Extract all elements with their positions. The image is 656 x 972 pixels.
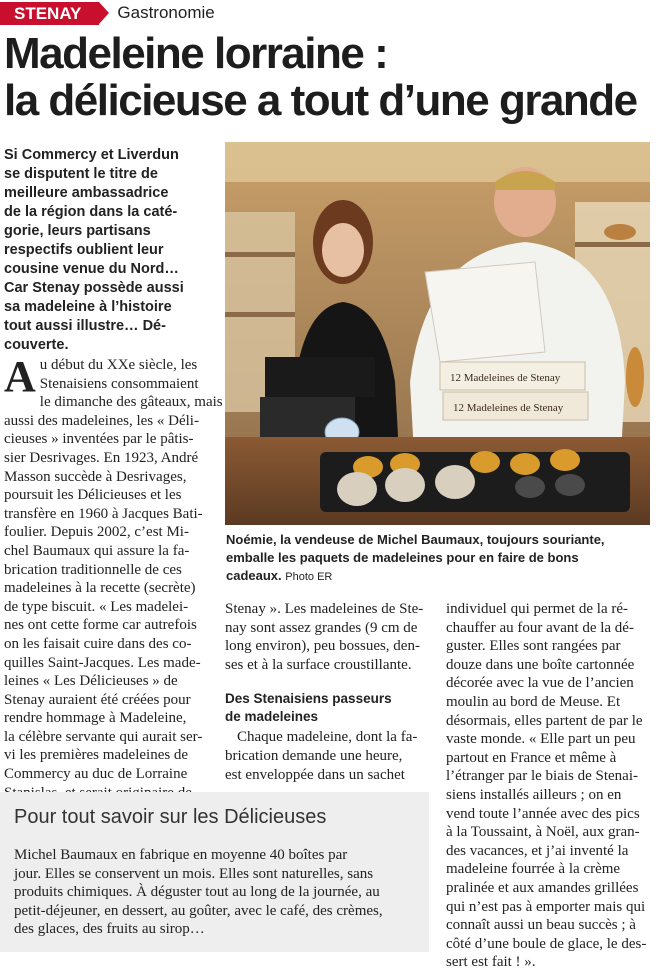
- article-photo: [225, 142, 650, 525]
- body-line: siens installés ailleurs ; on en: [446, 786, 622, 803]
- body-line: côté d’une boule de glace, le des-: [446, 935, 647, 952]
- photo-caption: [226, 531, 651, 586]
- body-line: leines « Les Délicieuses » de: [4, 673, 178, 690]
- lead-line: de la région dans la caté-: [4, 204, 178, 220]
- lead-line: cousine venue du Nord…: [4, 261, 179, 277]
- body-line: douze dans une boîte cartonnée: [446, 656, 635, 673]
- body-line: vaste monde. « Elle part un peu: [446, 731, 636, 748]
- body-line: u début du XXe siècle, les: [39, 357, 198, 373]
- info-line: petit-déjeuner, en dessert, au goûter, avec le café, des crèmes,: [14, 902, 383, 919]
- body-line: de type biscuit. « Les madelei-: [4, 598, 189, 615]
- body-line: quilles Saint-Jacques. Les made-: [4, 654, 201, 671]
- body-line: cieuses » inventées par le pâtis-: [4, 431, 194, 448]
- body-line: nes ont cette forme car autrefois: [4, 617, 197, 634]
- headline-line-2: la délicieuse a tout d’une grande: [4, 76, 637, 125]
- body-line: brication demande une heure,: [225, 747, 403, 764]
- lead-line: meilleure ambassadrice: [4, 185, 169, 201]
- body-line: l’étranger par le biais de Stenai-: [446, 768, 638, 785]
- body-line: partout en France et même à: [446, 749, 617, 766]
- body-line: le dimanche des gâteaux, mais: [39, 394, 223, 411]
- lead-line: Si Commercy et Liverdun: [4, 147, 179, 163]
- caption-line: Noémie, la vendeuse de Michel Baumaux, toujours souriante,: [226, 532, 605, 547]
- lead-line: sa madeleine à l’histoire: [4, 299, 172, 315]
- info-box-body: [14, 846, 424, 939]
- drop-cap: A: [4, 352, 36, 401]
- body-line: Stenay ». Les madeleines de Ste-: [225, 601, 424, 617]
- rubric-label: Gastronomie: [117, 3, 215, 22]
- subheading-line: Des Stenaisiens passeurs: [225, 691, 392, 707]
- lead-line: gorie, leurs partisans: [4, 223, 151, 239]
- body-line: madeleines à la recette (secrète): [4, 580, 196, 597]
- body-line: Commercy au duc de Lorraine: [4, 766, 188, 783]
- body-line: long environ), peu bossues, den-: [225, 638, 420, 655]
- headline: [4, 30, 654, 124]
- body-line: aussi des madeleines, les « Déli-: [4, 412, 199, 429]
- city-tag: STENAY: [0, 2, 99, 25]
- body-column-1: [4, 352, 223, 802]
- headline-line-1: Madeleine lorraine :: [4, 29, 388, 78]
- body-line: connaît aussi un beau succès ; à: [446, 917, 636, 934]
- caption-line: emballe les paquets de madeleines pour en faire de bons: [226, 550, 579, 565]
- photo-illustration: [225, 142, 650, 525]
- info-line: jour. Elles se conservent un mois. Elles sont naturelles, sans: [14, 865, 374, 882]
- lead-line: tout aussi illustre… Dé-: [4, 318, 166, 334]
- photo-credit: Photo ER: [285, 571, 333, 583]
- info-line: Michel Baumaux en fabrique en moyenne 40 boîtes par: [14, 847, 348, 863]
- lead-line: se disputent le titre de: [4, 166, 158, 182]
- section-kicker: [0, 0, 215, 26]
- lead-line: couverte.: [4, 337, 69, 353]
- body-line: des vacances, et j’ai inventé la: [446, 842, 629, 859]
- body-line: chauffer au four avant de la dé-: [446, 619, 634, 636]
- box-label: 12 Madeleines de Stenay: [453, 402, 564, 414]
- caption-line-last: [226, 567, 651, 586]
- info-line: des glaces, des fruits au sirop…: [14, 921, 205, 938]
- lead-paragraph: [4, 146, 216, 355]
- body-line: la célèbre servante qui aurait ser-: [4, 728, 203, 745]
- caption-tail: cadeaux.: [226, 568, 282, 583]
- body-line: poursuit les Délicieuses et les: [4, 487, 182, 504]
- body-line: sert est fait ! ».: [446, 954, 536, 971]
- body-line: Chaque madeleine, dont la fa-: [237, 729, 418, 746]
- subheading-line: de madeleines: [225, 709, 319, 725]
- info-line: produits chimiques. À déguster tout au long de la journée, au: [14, 884, 380, 901]
- body-line: vend toute l’année avec des pics: [446, 805, 640, 822]
- body-line: est enveloppée dans un sachet: [225, 766, 405, 783]
- body-line: chel Baumaux qui assure la fa-: [4, 542, 190, 559]
- body-line: Stenaisiens consommaient: [39, 375, 199, 392]
- body-line: décorée avec la vue de l’ancien: [446, 675, 634, 692]
- body-line: nay sont assez grandes (9 cm de: [225, 619, 418, 636]
- body-line: foulier. Depuis 2002, c’est Mi-: [4, 524, 189, 541]
- body-line: brication traditionnelle de ces: [4, 561, 182, 578]
- body-line: sier Desrivages. En 1923, André: [4, 449, 199, 466]
- body-line: guster. Elles sont rangées par: [446, 638, 621, 655]
- info-box-title: Pour tout savoir sur les Délicieuses: [14, 806, 327, 828]
- body-line: Stenay auraient été créées pour: [4, 691, 191, 708]
- body-column-3: [446, 600, 652, 972]
- body-line: moulin au bord de Meuse. Et: [446, 693, 621, 710]
- lead-line: Car Stenay possède aussi: [4, 280, 184, 296]
- subheading: [225, 690, 435, 726]
- body-line: à la Toussaint, à Noël, aux gran-: [446, 824, 640, 841]
- body-column-2: [225, 600, 435, 784]
- body-line: vi les premières madeleines de: [4, 747, 189, 764]
- body-line: rendre hommage à Madeleine,: [4, 710, 187, 727]
- body-line: individuel qui permet de la ré-: [446, 601, 629, 617]
- body-line: Masson succède à Desrivages,: [4, 468, 187, 485]
- body-line: transfère en 1960 à Jacques Bati-: [4, 505, 203, 522]
- body-line: on les faisait cuire dans des co-: [4, 635, 192, 652]
- body-line: qui n’est pas à emporter mais qui: [446, 898, 646, 915]
- body-line: désormais, elles partent de par le: [446, 712, 643, 729]
- box-label: 12 Madeleines de Stenay: [450, 372, 561, 384]
- body-line: madeleine fourrée à la crème: [446, 861, 621, 878]
- body-line: ses et à la surface croustillante.: [225, 656, 412, 673]
- lead-line: respectifs oublient leur: [4, 242, 164, 258]
- body-line: pralinée et aux amandes grillées: [446, 879, 639, 896]
